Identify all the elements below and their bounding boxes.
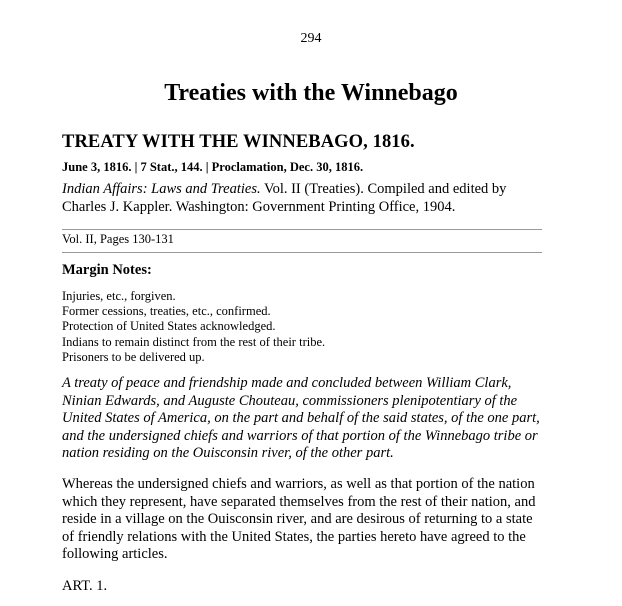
citation-title: Indian Affairs: Laws and Treaties. <box>62 181 261 197</box>
treaty-section <box>62 131 542 596</box>
margin-notes-heading: Margin Notes: <box>62 262 152 278</box>
margin-note: Injuries, etc., forgiven. <box>62 289 176 303</box>
citation <box>62 180 542 216</box>
margin-note: Indians to remain distinct from the rest of their tribe. <box>62 334 326 349</box>
treaty-body-paragraph: Whereas the undersigned chiefs and warriors, as well as that portion of the nation which they represent, have separated themselves from the rest of their nation, and reside in a village on the Ouisconsin river, and are desirous of returning to a state of friendly relations with the United States, the parties hereto have agreed to the following articles. <box>62 475 536 563</box>
article-heading: ART. 1. <box>62 577 108 594</box>
margin-notes-list <box>62 289 542 365</box>
treaty-dates: June 3, 1816. | 7 Stat., 144. | Proclamation, Dec. 30, 1816. <box>62 160 364 174</box>
treaty-heading: TREATY WITH THE WINNEBAGO, 1816. <box>62 132 415 152</box>
margin-note: Protection of United States acknowledged. <box>62 319 276 334</box>
volume-pages: Vol. II, Pages 130-131 <box>62 232 174 246</box>
divider-top <box>62 229 542 230</box>
citation-details: Vol. II (Treaties). Compiled and edited by Charles J. Kappler. Washington: Government Printing Office, 1904. <box>62 181 507 215</box>
page-number: 294 <box>300 31 322 46</box>
document-title: Treaties with the Winnebago <box>164 80 458 106</box>
treaty-preamble: A treaty of peace and friendship made and concluded between William Clark, Ninian Edwards, and Auguste Chouteau, commissioners plenipotentiary of the United States of America, on the part and behalf of the said states, of the one part, and the undersigned chiefs and warriors of that portion of the Winnebago tribe or nation residing on the Ouisconsin river, of the other part. <box>62 375 540 462</box>
margin-note: Former cessions, treaties, etc., confirmed. <box>62 304 271 319</box>
divider-bottom <box>62 252 542 253</box>
margin-note: Prisoners to be delivered up. <box>62 349 205 364</box>
